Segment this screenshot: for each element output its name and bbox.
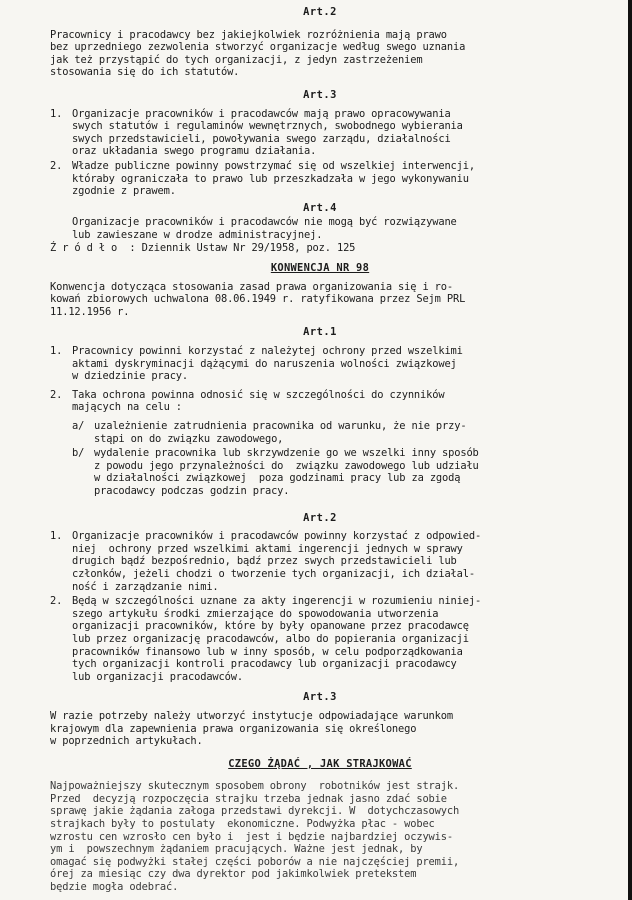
conv-art2-item-text: Będą w szczególności uznane za akty ingerencji w rozumieniu niniej- szego artykułu środki zmierzające do spowodowania utworzenia organizacji pracowników, które by były opanowane przez pracodawcę lub przez organizację pracodawców, albo do popierania organizacji pracowników finansowo lub w inny sposób, w celu podporządkowania tych organizacji kontroli pracodawcy lub organizacji pracodawcy lub organizacji pracodawców. bbox=[72, 595, 482, 683]
art3-heading: Art.3 bbox=[303, 88, 337, 101]
art3-item-text: Władze publiczne powinny powstrzymać się od wszelkiej interwencji, któraby ograniczała to prawo lub przeszkadzała w jego wykonywaniu zgodnie z prawem. bbox=[72, 159, 475, 198]
conv-art2-item-number: 1. bbox=[50, 530, 63, 543]
source-citation: Ź r ó d ł o : Dziennik Ustaw Nr 29/1958, poz. 125 bbox=[50, 241, 356, 254]
convention-title: KONWENCJA NR 98 bbox=[270, 262, 370, 275]
conv-art1-item-text: Pracownicy powinni korzystać z należytej ochrony przed wszelkimi aktami dyskryminacji dążącymi do naruszenia wolności związkowej w dziedzinie pracy. bbox=[72, 345, 463, 383]
conv-art2-item-number: 2. bbox=[50, 595, 63, 608]
conv-art1-subitem bbox=[72, 420, 590, 445]
conv-art1-item-text: Taka ochrona powinna odnosić się w szczególności do czynników mających na celu : bbox=[72, 388, 445, 414]
art2-heading: Art.2 bbox=[303, 6, 337, 18]
convention-intro: Konwencja dotycząca stosowania zasad prawa organizowania się i ro- kowań zbiorowych uchwalona 08.06.1949 r. ratyfikowana przez Sejm PRL 11.12.1956 r. bbox=[50, 280, 466, 318]
conv-art3-heading: Art.3 bbox=[303, 691, 337, 704]
conv-art2-item bbox=[50, 595, 590, 683]
conv-art1-item bbox=[50, 345, 590, 383]
strike-title: CZEGO ŻĄDAĆ , JAK STRAJKOWAĆ bbox=[228, 757, 412, 770]
strike-text: Najpoważniejszy skutecznym sposobem obrony robotników jest strajk. Przed decyzją rozpoczęcia strajku trzeba jednak jasno zdać sobie sprawę jakie żądania załoga przedstawi dyrekcji. W dotychczasowych strajkach były to postulaty ekonomiczne. Podwyżka płac - wobec wzrostu cen wzrosło cen było i jest i będzie najbardziej oczywis- ym i powszechnym żądaniem pracujących. Ważne jest jednak, by omagać się podwyżki stałej części poborów a nie najczęściej premii, órej za miesiąc czy dwa dyrektor pod jakimkolwiek pretekstem będzie mogła odebrać. bbox=[50, 780, 460, 894]
art3-item bbox=[50, 108, 590, 158]
conv-art1-subitem-label: b/ bbox=[72, 447, 85, 460]
art3-item-text: Organizacje pracowników i pracodawców mają prawo opracowywania swych statutów i regulaminów wewnętrznych, swobodnego wybierania swych przedstawicieli, powoływania swego zarządu, działalności oraz układania swego programu działania. bbox=[72, 107, 463, 158]
document-body bbox=[50, 6, 590, 894]
conv-art2-heading: Art.2 bbox=[303, 511, 337, 524]
conv-art1-item-number: 2. bbox=[50, 388, 63, 401]
conv-art1-item bbox=[50, 389, 590, 414]
art3-item-number: 1. bbox=[50, 107, 63, 120]
art3-item-number: 2. bbox=[50, 159, 63, 172]
conv-art1-item-number: 1. bbox=[50, 345, 63, 358]
art3-item bbox=[50, 160, 590, 198]
conv-art1-subitem bbox=[72, 447, 590, 497]
conv-art2-item-text: Organizacje pracowników i pracodawców powinny korzystać z odpowied- niej ochrony przed wszelkimi aktami ingerencji jednych w sprawy drugich bądź bezpośrednio, bądź przez swych przedstawicieli lub członków, jeżeli chodzi o tworzenie tych organizacji, ich działal- ność i zarządzanie nimi. bbox=[72, 530, 482, 593]
art4-text: Organizacje pracowników i pracodawców nie mogą być rozwiązywane lub zawieszane w drodze administracyjnej. bbox=[72, 216, 457, 241]
art4-heading: Art.4 bbox=[303, 201, 337, 214]
scan-edge bbox=[628, 0, 632, 900]
art2-text: Pracownicy i pracodawcy bez jakiejkolwiek rozróżnienia mają prawo bez uprzedniego zezwolenia stworzyć organizacje według swego uznania jak też przystąpić do tych organizacji, z jedyn zastrzeżeniem stosowania się do ich statutów. bbox=[50, 28, 466, 79]
conv-art1-heading: Art.1 bbox=[303, 326, 337, 339]
conv-art1-subitem-text: uzależnienie zatrudnienia pracownika od warunku, że nie przy- stąpi on do związku zawodowego, bbox=[94, 420, 467, 445]
conv-art1-subitem-text: wydalenie pracownika lub skrzywdzenie go we wszelki inny sposób z powodu jego przynależności do związku zawodowego lub udziału w działalności związkowej poza godzinami pracy lub za zgodą pracodawcy podczas godzin pracy. bbox=[94, 447, 479, 497]
conv-art2-item bbox=[50, 530, 590, 593]
conv-art3-text: W razie potrzeby należy utworzyć instytucje odpowiadające warunkom krajowym dla zapewnienia prawa organizowania się określonego w poprzednich artykułach. bbox=[50, 709, 453, 748]
conv-art1-subitem-label: a/ bbox=[72, 420, 85, 433]
